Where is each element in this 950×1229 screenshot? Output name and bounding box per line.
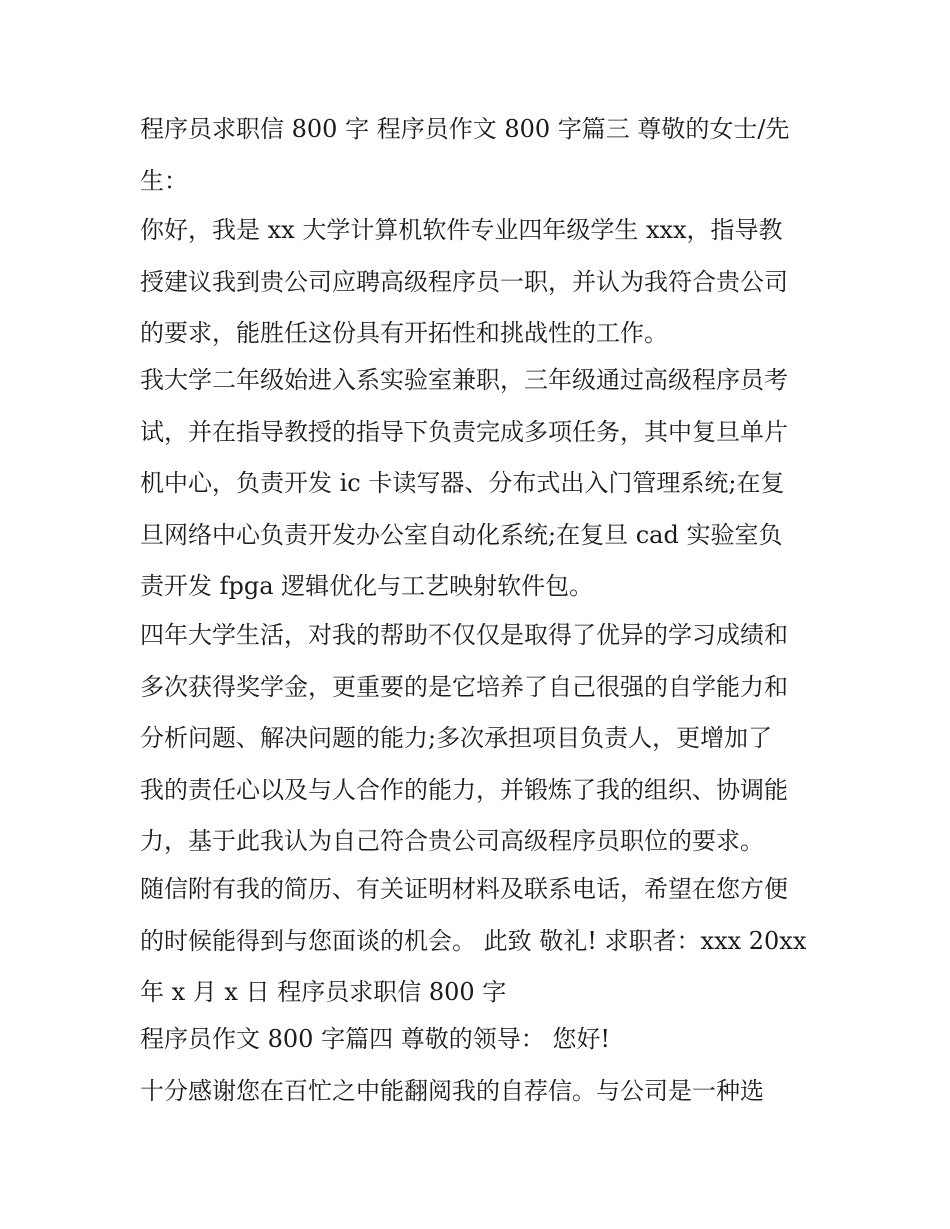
- text-line: 分析问题、解决问题的能力;多次承担项目负责人，更增加了: [140, 724, 773, 752]
- paragraph-closing: [140, 864, 820, 1019]
- text-line: 旦网络中心负责开发办公室自动化系统;在复旦 cad 实验室负: [140, 520, 783, 549]
- text-line: 力，基于此我认为自己符合贵公司高级程序员职位的要求。: [140, 827, 764, 855]
- paragraph-introduction: [140, 205, 820, 360]
- text-line: 试，并在指导教授的指导下负责完成多项任务，其中复旦单片: [140, 417, 788, 446]
- text-line: 的时候能得到与您面谈的机会。 此致 敬礼! 求职者：xxx 20xx: [140, 926, 807, 955]
- text-line: 我大学二年级始进入系实验室兼职，三年级通过高级程序员考: [140, 366, 788, 394]
- text-line: 责开发 fpga 逻辑优化与工艺映射软件包。: [140, 572, 594, 600]
- paragraph-experience: [140, 355, 820, 613]
- text-line: 多次获得奖学金，更重要的是它培养了自己很强的自学能力和: [140, 672, 788, 701]
- text-line: 的要求，能胜任这份具有开拓性和挑战性的工作。: [140, 319, 668, 347]
- paragraph-thanks: [140, 1066, 820, 1118]
- text-line: 生：: [140, 166, 188, 195]
- text-line: 程序员作文 800 字篇四 尊敬的领导： 您好!: [140, 1025, 610, 1053]
- text-line: 四年大学生活，对我的帮助不仅仅是取得了优异的学习成绩和: [140, 621, 788, 649]
- paragraph-abilities: [140, 610, 820, 868]
- paragraph-heading-four: [140, 1014, 820, 1066]
- text-line: 十分感谢您在百忙之中能翻阅我的自荐信。与公司是一种选: [140, 1077, 764, 1105]
- text-line: 程序员求职信 800 字 程序员作文 800 字篇三 尊敬的女士/先: [140, 115, 790, 143]
- text-line: 随信附有我的简历、有关证明材料及联系电话，希望在您方便: [140, 875, 788, 903]
- text-line: 年 x 月 x 日 程序员求职信 800 字: [140, 978, 507, 1006]
- paragraph-salutation: [140, 104, 820, 207]
- text-line: 我的责任心以及与人合作的能力，并锻炼了我的组织、协调能: [140, 775, 788, 804]
- text-line: 授建议我到贵公司应聘高级程序员一职，并认为我符合贵公司: [140, 267, 788, 296]
- text-line: 机中心，负责开发 ic 卡读写器、分布式出入门管理系统;在复: [140, 469, 785, 497]
- text-line: 你好，我是 xx 大学计算机软件专业四年级学生 xxx，指导教: [140, 216, 783, 244]
